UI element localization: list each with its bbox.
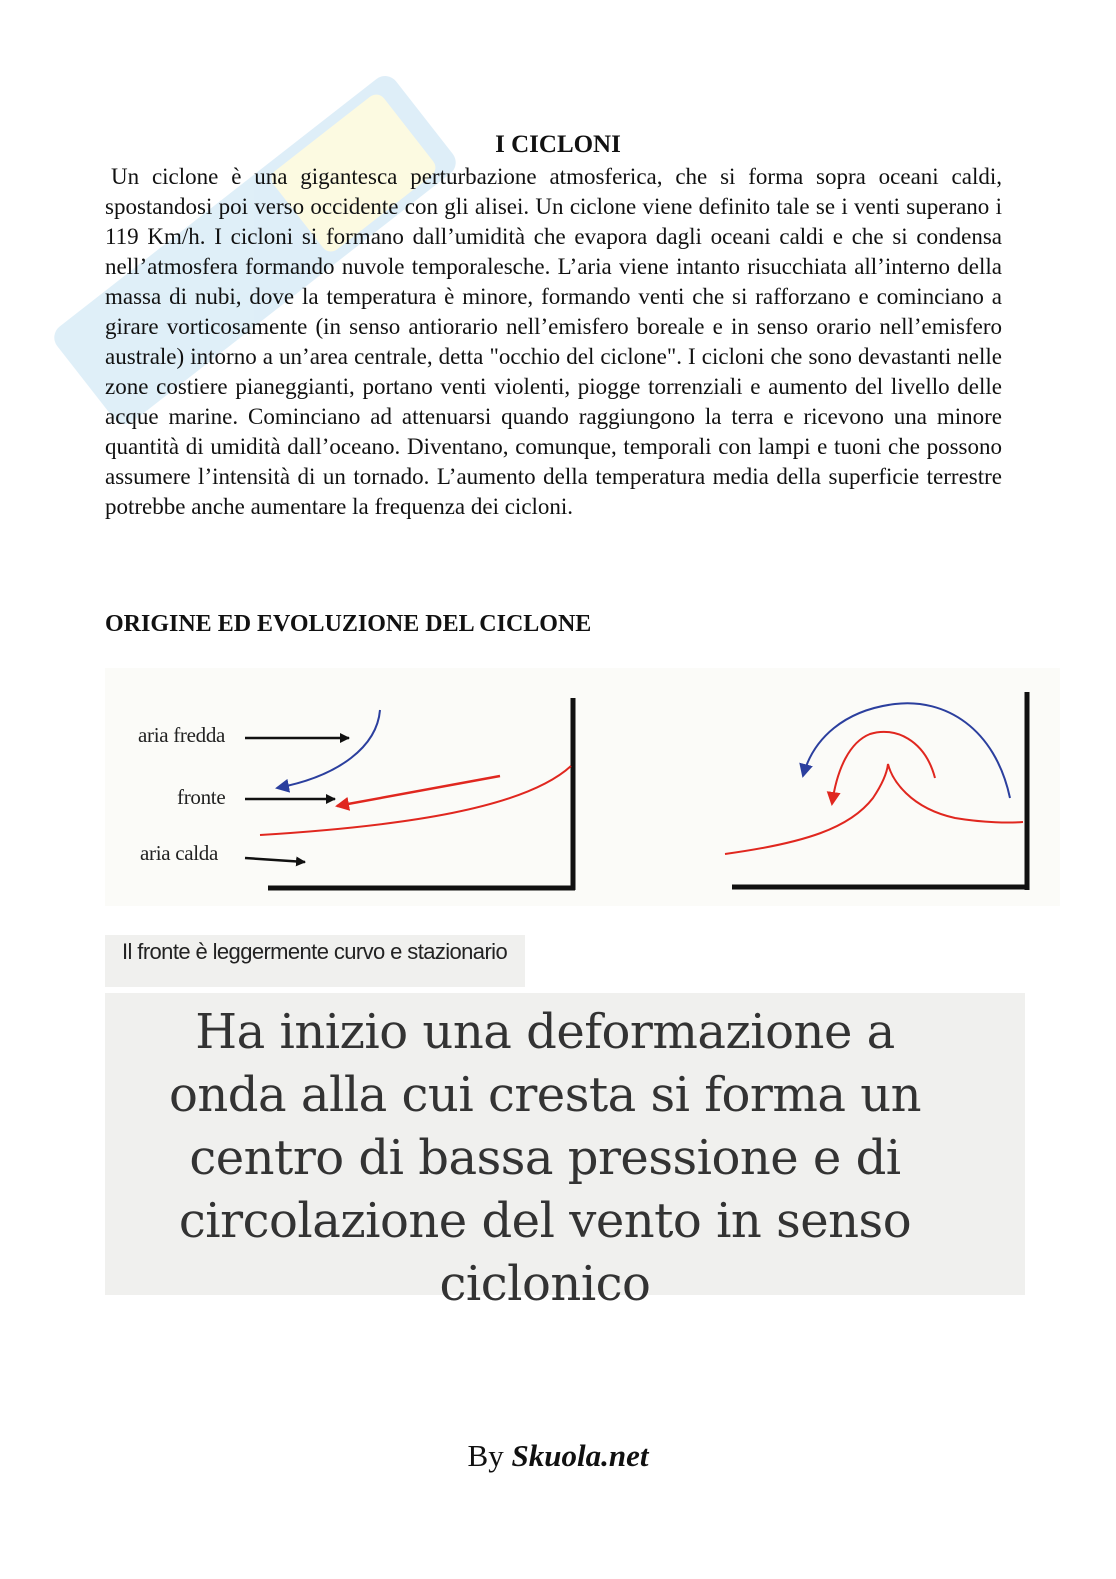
cold-air-arc [803,703,1010,798]
caption-line-2: onda alla cui cresta si forma un [168,1067,922,1123]
footer-credit [0,1438,1116,1474]
caption-stationary-front-text: Il fronte è leggermente curvo e stazionario [122,939,508,964]
warm-air-arrow [245,858,305,862]
panel1-axes [268,698,575,890]
caption-line-4: circolazione del vento in senso ciclonico [178,1193,912,1312]
label-cold-air: aria fredda [138,723,226,747]
page-title: I CICLONI [495,131,621,158]
caption-wave-deformation-text [105,1001,985,1316]
cold-air-curve [277,710,380,788]
front-wave [725,764,1023,854]
warm-wind-arrow [337,776,500,806]
front-line-1 [260,766,571,835]
cyclone-diagram [105,668,1060,906]
cyclone-diagram-svg [105,668,1060,906]
warm-air-arc [832,732,935,804]
footer-brand: Skuola.net [511,1438,649,1473]
intro-paragraph: Un ciclone è una gigantesca perturbazione atmosferica, che si forma sopra oceani caldi, spostandosi poi verso occidente con gli alisei. Un ciclone viene definito tale se i venti superano i 119 Km/h. I cicloni si formano dall’umidità che evapora dagli oceani caldi e che si condensa nell’atmosfera formando nuvole temporalesche. L’aria viene intanto risucchiata all’interno della massa di nubi, dove la temperatura è minore, formando venti che si rafforzano e cominciano a girare vorticosamente (in senso antiorario nell’emisfero boreale e in senso orario nell’emisfero australe) intorno a un’area centrale, detta "occhio del ciclone". I cicloni che sono devastanti nelle zone costiere pianeggianti, portano venti violenti, piogge torrenziali e aumento del livello delle acque marine. Cominciano ad attenuarsi quando raggiungono la terra e ricevono una minore quantità di umidità dall’oceano. Diventano, comunque, temporali con lampi e tuoni che possono assumere l’intensità di un tornado. L’aumento della temperatura media della superficie terrestre potrebbe anche aumentare la frequenza dei cicloni. [105,164,1002,519]
caption-stationary-front [105,935,525,987]
label-warm-air: aria calda [140,841,219,865]
caption-line-3: centro di bassa pressione e di [189,1130,901,1186]
caption-wave-deformation [105,993,1025,1312]
panel2-axes [732,692,1029,890]
section-title: ORIGINE ED EVOLUZIONE DEL CICLONE [105,611,592,637]
label-front: fronte [177,785,226,809]
caption-line-1: Ha inizio una deformazione a [195,1004,895,1060]
footer-prefix: By [467,1438,512,1473]
